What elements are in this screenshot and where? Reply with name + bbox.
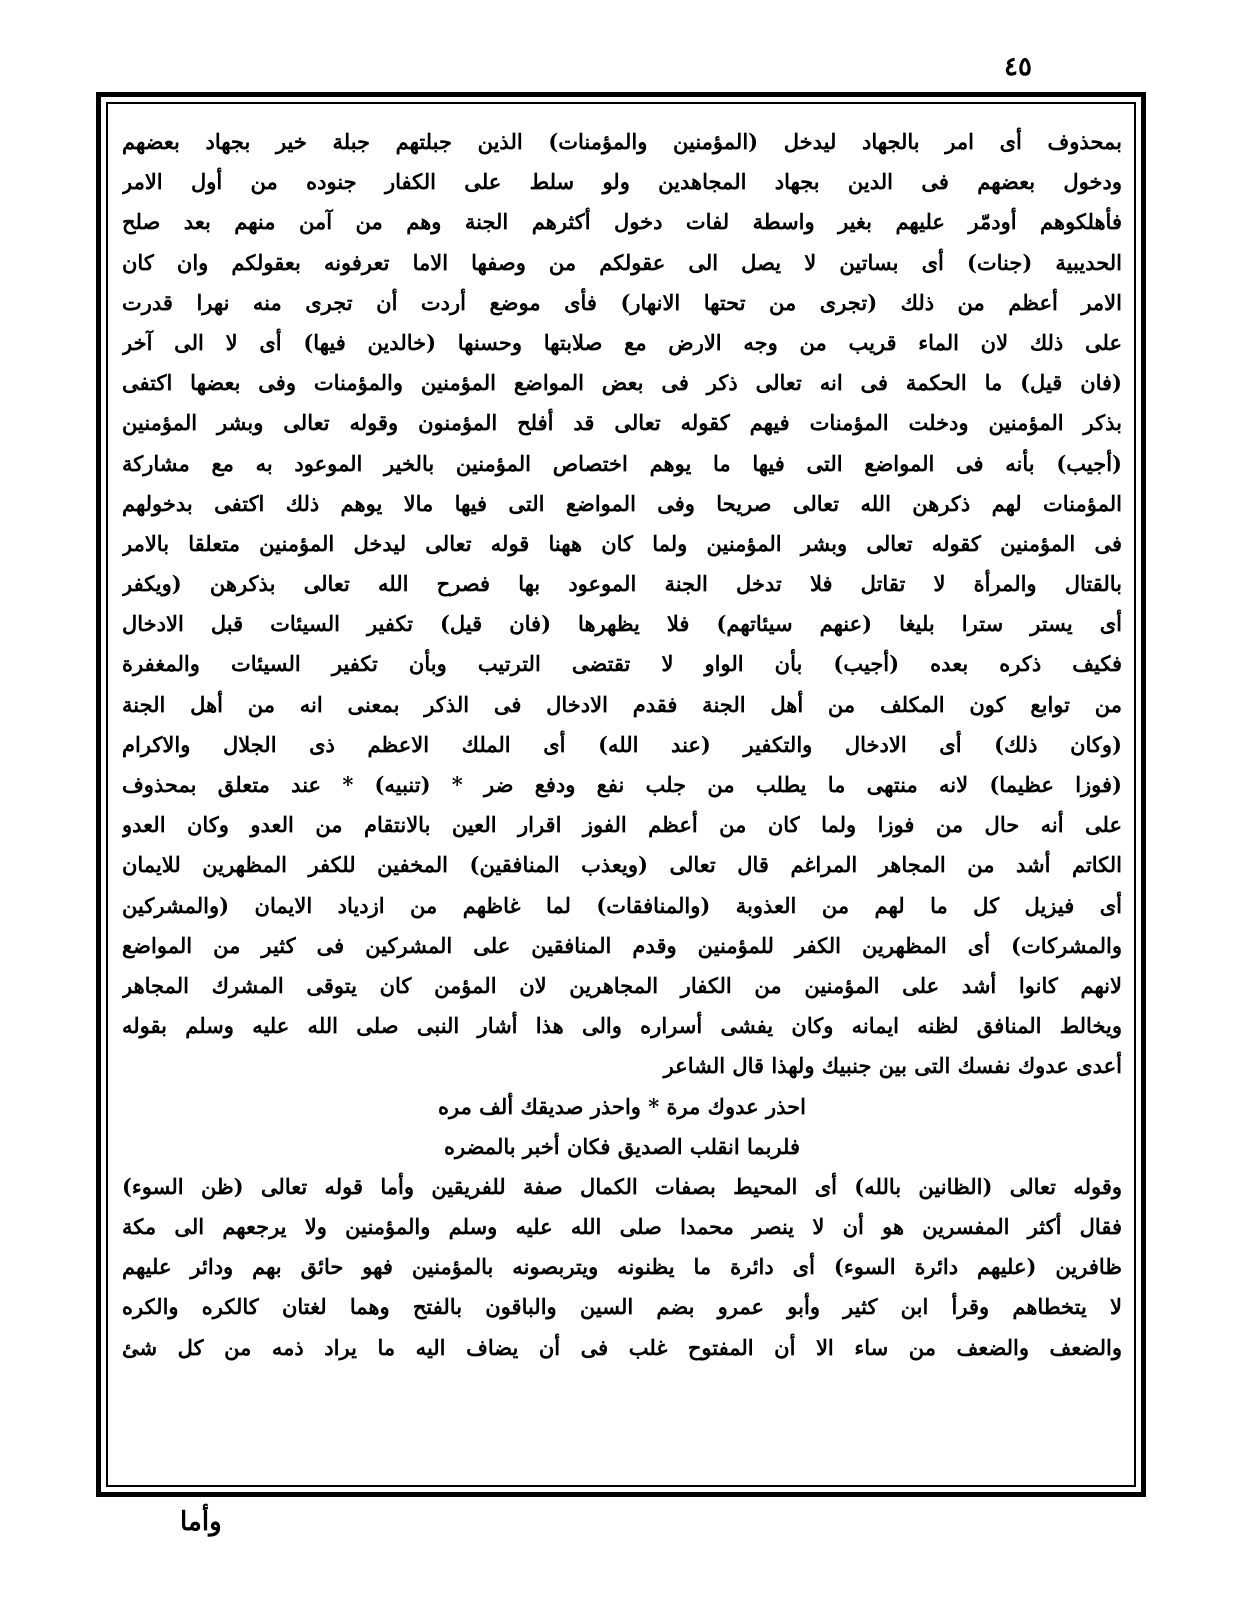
text-line: والمشركات) أى المظهرين الكفر للمؤمنين وقدم المنافقين على المشركين فى كثير من المواضع (122, 932, 1122, 958)
text-line: لانهم كانوا أشد على المؤمنين من الكفار المجاهرين لان المؤمن كان يتوقى المشرك المجاهر (122, 972, 1122, 998)
text-line: بمحذوف أى امر بالجهاد ليدخل (المؤمنين والمؤمنات) الذين جبلتهم جبلة خير بجهاد بعضهم (122, 129, 1122, 154)
text-line: (فوزا عظيما) لانه منتهى ما يطلب من جلب نفع ودفع ضر * (تنبيه) * عند متعلق بمحذوف (122, 772, 1122, 797)
text-line: المؤمنات لهم ذكرهن الله تعالى صريحا وفى المواضع التى فيها مالا يوهم ذلك اكتفى بدخولهم (122, 490, 1122, 516)
page-number: ٤٥ (1004, 52, 1032, 82)
text-line: الحديبية (جنات) أى بساتين لا يصل الى عقولكم من وصفها الاما تعرفونه بعقولكم وان كان (122, 249, 1122, 275)
text-line: بذكر المؤمنين ودخلت المؤمنات فيهم كقوله تعالى قد أفلح المؤمنون وقوله تعالى وبشر المؤمنين (122, 410, 1122, 436)
body-text (122, 122, 1122, 1368)
text-line: فقال أكثر المفسرين هو أن لا ينصر محمدا صلى الله عليه وسلم والمؤمنين ولا يرجعهم الى مكة (122, 1214, 1122, 1240)
text-line: الامر أعظم من ذلك (تجرى من تحتها الانهار) فأى موضع أردت أن تجرى منه نهرا قدرت (122, 289, 1122, 315)
text-line: فأهلكوهم أودمّر عليهم بغير واسطة لفات دخول أكثرهم الجنة وهم من آمن منهم بعد صلح (122, 209, 1122, 235)
poem-verse: احذر عدوك مرة * واحذر صديقك ألف مره (438, 1093, 806, 1119)
text-line: (أجيب) بأنه فى المواضع التى فيها ما يوهم اختصاص المؤمنين بالخير الموعود به مع مشاركة (122, 450, 1122, 476)
text-line: على ذلك لان الماء قريب من وجه الارض مع صلابتها وحسنها (خالدين فيها) أى لا الى آخر (122, 329, 1122, 355)
text-line: أى فيزيل كل ما لهم من العذوبة (والمنافقات) لما غاظهم من ازدياد الايمان (والمشركين (122, 892, 1122, 918)
text-line: على أنه حال من فوزا ولما كان من أعظم الفوز اقرار العين بالانتقام من العدو وكان العدو (122, 812, 1122, 838)
text-line: بالقتال والمرأة لا تقاتل فلا تدخل الجنة الموعود بها فصرح الله تعالى بذكرهن (ويكفر (122, 571, 1122, 597)
text-line: لا يتخطاهم وقرأ ابن كثير وأبو عمرو بضم السين والباقون بالفتح وهما لغتان كالكره والكره (122, 1294, 1122, 1320)
text-line: ويخالط المنافق لظنه ايمانه وكان يفشى أسراره والى هذا أشار النبى صلى الله عليه وسلم بقوله (122, 1013, 1122, 1039)
text-line: الكاتم أشد من المجاهر المراغم قال تعالى (ويعذب المنافقين) المخفين للكفر المظهرين للايمان (122, 852, 1122, 878)
text-line: أعدى عدوك نفسك التى بين جنبيك ولهذا قال الشاعر (663, 1053, 1122, 1079)
text-line: ودخول بعضهم فى الدين بجهاد المجاهدين ولو سلط على الكفار جنوده من أول الامر (122, 169, 1122, 195)
text-line: ظافرين (عليهم دائرة السوء) أى دائرة ما يظنونه ويتربصونه بالمؤمنين فهو حائق بهم ودائر عليهم (122, 1254, 1122, 1280)
text-line: فى المؤمنين كقوله تعالى وبشر المؤمنين ولما كان ههنا قوله تعالى ليدخل المؤمنين متعلقا بالامر (122, 530, 1122, 556)
text-line: وقوله تعالى (الظانين بالله) أى المحيط بصفات الكمال صفة للفريقين وأما قوله تعالى (ظن السوء) (122, 1173, 1122, 1199)
text-line: (وكان ذلك) أى الادخال والتكفير (عند الله) أى الملك الاعظم ذى الجلال والاكرام (122, 731, 1122, 757)
text-line: أى يستر سترا بليغا (عنهم سيئاتهم) فلا يظهرها (فان قيل) تكفير السيئات قبل الادخال (122, 611, 1122, 637)
text-line: والضعف والضعف من ساء الا أن المفتوح غلب فى أن يضاف اليه ما يراد ذمه من كل شئ (122, 1334, 1122, 1360)
text-line: فكيف ذكره بعده (أجيب) بأن الواو لا تقتضى الترتيب وبأن تكفير السيئات والمغفرة (122, 651, 1122, 677)
poem-verse: فلربما انقلب الصديق فكان أخبر بالمضره (444, 1133, 800, 1159)
text-line: من توابع كون المكلف من أهل الجنة فقدم الادخال فى الذكر بمعنى انه من أهل الجنة (122, 691, 1122, 717)
text-line: (فان قيل) ما الحكمة فى انه تعالى ذكر فى بعض المواضع المؤمنين والمؤمنات وفى بعضها اكتفى (122, 370, 1122, 396)
catchword: وأما (180, 1507, 222, 1537)
